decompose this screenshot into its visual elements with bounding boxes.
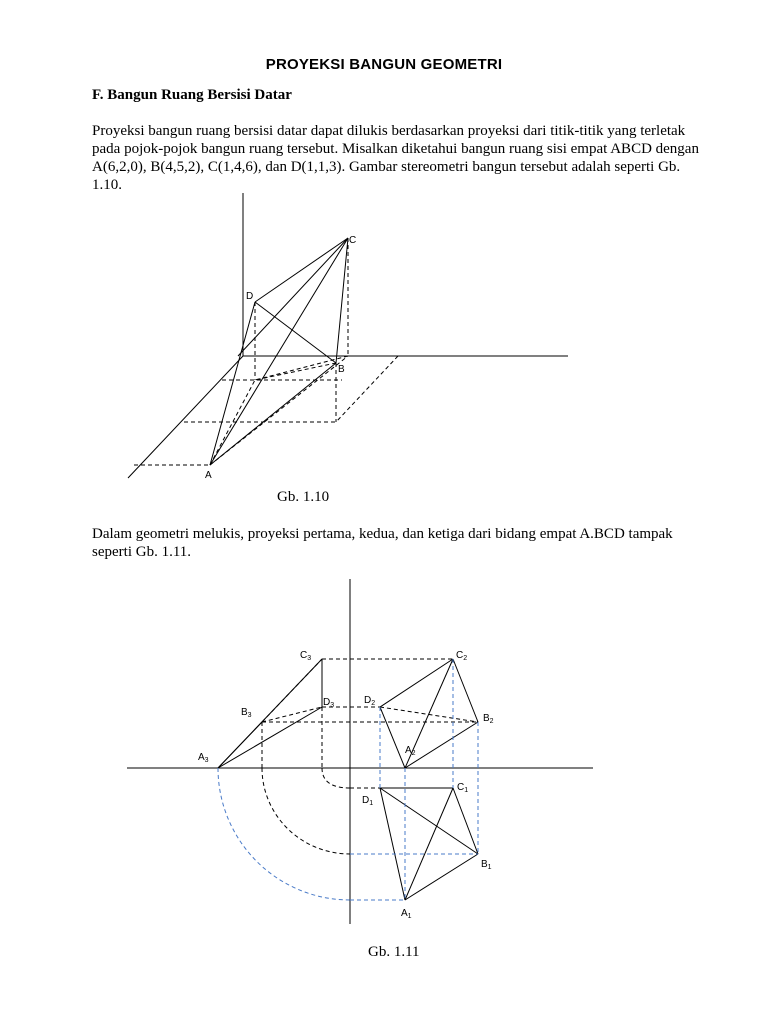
arc-A (218, 768, 350, 900)
edge-C1B1 (453, 788, 478, 854)
label-D3: $D_3$ (323, 697, 335, 709)
caption-figure-2: Gb. 1.11 (368, 944, 420, 960)
hidden-D2B2 (380, 707, 478, 722)
caption-figure-1: Gb. 1.10 (277, 489, 330, 505)
label-B2: $B_2$ (483, 713, 494, 725)
paragraph-intro: Proyeksi bangun ruang bersisi datar dapat dilukis berdasarkan proyeksi dari titik-titik yang terletak pada pojok-pojok bangun ruang tersebut. Misalkan diketahui bangun ruang sisi empat ABCD dengan A(6,2,0), B(4,5,2), C(1,4,6), dan D(1,1,3). Gambar stereometri bangun tersebut adalah seperti Gb. 1.10. (92, 123, 699, 193)
edge-A2D2 (380, 707, 405, 768)
paragraph-projection: Dalam geometri melukis, proyeksi pertama, kedua, dan ketiga dari bidang empat A.BCD tampak seperti Gb. 1.11. (92, 526, 673, 560)
edge-A1C1 (405, 788, 453, 900)
label-A1: $A_1$ (401, 908, 412, 920)
label-C1: $C_1$ (457, 782, 469, 794)
label-D2: $D_2$ (364, 695, 376, 707)
label-B1: $B_1$ (481, 859, 492, 871)
edge-A3B3 (218, 722, 262, 768)
label-C3: $C_3$ (300, 650, 312, 662)
edge-B2A2 (405, 722, 478, 768)
label-C: C (349, 235, 357, 246)
label-A2: $A_2$ (405, 745, 416, 757)
edge-A3D3 (218, 707, 322, 768)
label-C2: $C_2$ (456, 650, 468, 662)
label-A3: $A_3$ (198, 752, 209, 764)
edge-B1A1 (405, 854, 478, 900)
hidden-B3D3 (262, 707, 322, 722)
label-B3: $B_3$ (241, 707, 252, 719)
edge-C2B2 (453, 659, 478, 722)
document-title: PROYEKSI BANGUN GEOMETRI (265, 56, 503, 73)
arc-B (262, 768, 350, 854)
label-A: A (205, 470, 212, 481)
label-D: D (246, 291, 254, 302)
label-D1: $D_1$ (362, 795, 374, 807)
arc-D (322, 768, 350, 788)
edge-A1D1 (380, 788, 405, 900)
section-heading: F. Bangun Ruang Bersisi Datar (92, 87, 292, 103)
label-B: B (338, 364, 345, 375)
